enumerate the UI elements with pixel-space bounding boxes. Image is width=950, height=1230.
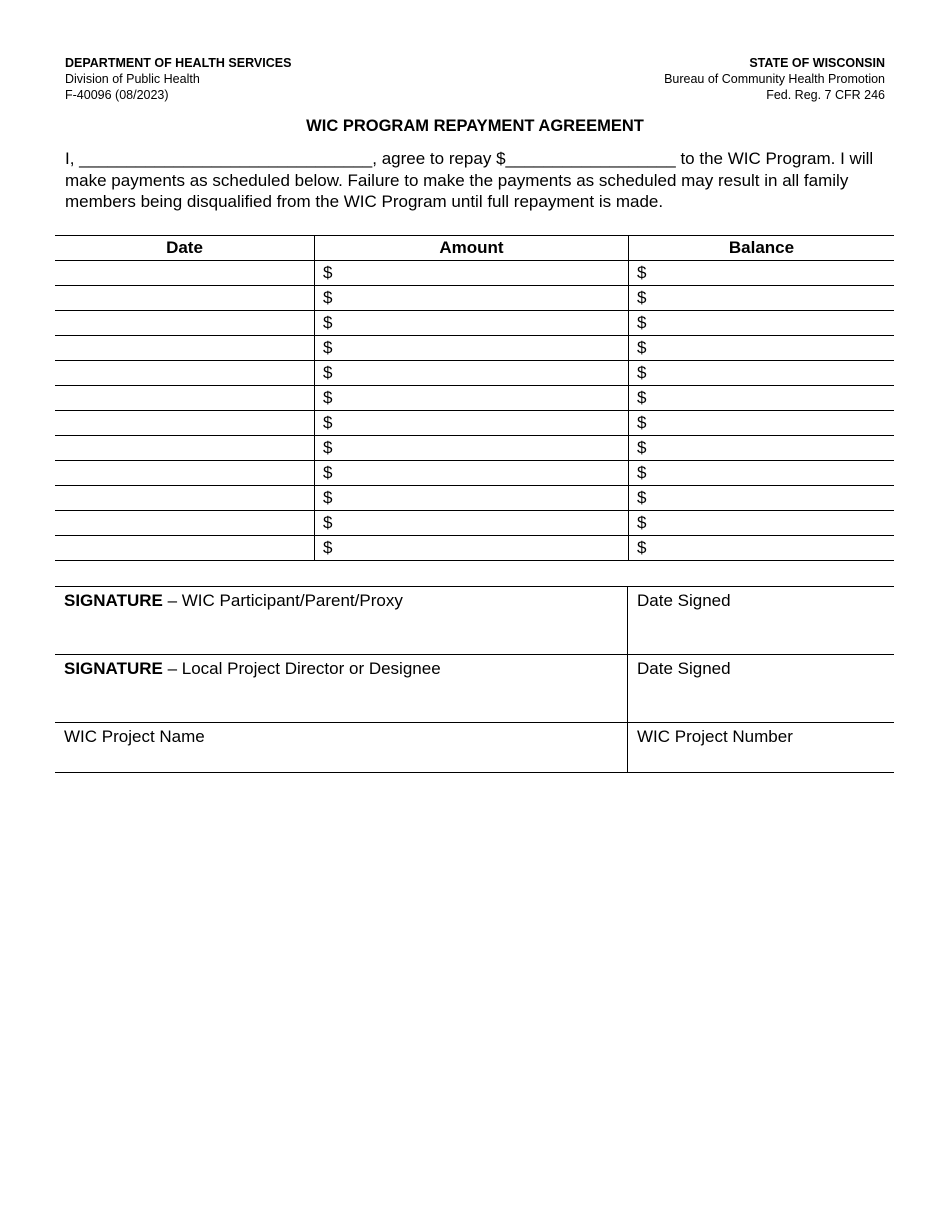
table-row [55, 536, 894, 561]
table-row [55, 511, 894, 536]
header-left [65, 55, 291, 103]
participant-signature-label: – WIC Participant/Parent/Proxy [162, 591, 403, 610]
table-row [55, 286, 894, 311]
director-signature-label: – Local Project Director or Designee [162, 659, 441, 678]
date-cell[interactable] [55, 436, 315, 461]
amount-cell[interactable]: $ [315, 386, 629, 411]
director-signature-field[interactable] [55, 655, 628, 723]
amount-column-header: Amount [315, 236, 629, 261]
balance-cell[interactable]: $ [629, 386, 895, 411]
table-row [55, 361, 894, 386]
date-cell[interactable] [55, 336, 315, 361]
date-cell[interactable] [55, 411, 315, 436]
date-signed-label: Date Signed [637, 591, 731, 610]
project-number-field[interactable] [628, 723, 895, 773]
project-name-label: WIC Project Name [64, 727, 205, 746]
intro-middle: , agree to repay $ [372, 149, 506, 168]
balance-cell[interactable]: $ [629, 336, 895, 361]
balance-cell[interactable]: $ [629, 261, 895, 286]
balance-cell[interactable]: $ [629, 286, 895, 311]
amount-cell[interactable]: $ [315, 536, 629, 561]
amount-cell[interactable]: $ [315, 511, 629, 536]
schedule-header-row [55, 236, 894, 261]
intro-suffix: to the WIC Program. I will make payments as scheduled below. Failure to make the payments as scheduled may result in all family members being disqualified from the WIC Program until full repayment is made. [65, 149, 874, 211]
signature-table [55, 586, 894, 773]
bureau-name: Bureau of Community Health Promotion [664, 72, 885, 86]
date-cell[interactable] [55, 386, 315, 411]
balance-cell[interactable]: $ [629, 361, 895, 386]
form-title: WIC PROGRAM REPAYMENT AGREEMENT [306, 117, 644, 135]
date-column-header: Date [55, 236, 315, 261]
table-row [55, 486, 894, 511]
amount-cell[interactable]: $ [315, 286, 629, 311]
amount-cell[interactable]: $ [315, 486, 629, 511]
participant-signature-field[interactable] [55, 587, 628, 655]
date-signed-label: Date Signed [637, 659, 731, 678]
signature-label-bold: SIGNATURE [64, 659, 163, 678]
project-number-label: WIC Project Number [637, 727, 793, 746]
balance-cell[interactable]: $ [629, 461, 895, 486]
amount-cell[interactable]: $ [315, 461, 629, 486]
amount-cell[interactable]: $ [315, 361, 629, 386]
state-name: STATE OF WISCONSIN [749, 56, 885, 70]
date-cell[interactable] [55, 261, 315, 286]
director-signature-row [55, 655, 894, 723]
date-cell[interactable] [55, 461, 315, 486]
table-row [55, 411, 894, 436]
table-row [55, 461, 894, 486]
date-cell[interactable] [55, 311, 315, 336]
regulation-ref: Fed. Reg. 7 CFR 246 [766, 88, 885, 102]
participant-signature-row [55, 587, 894, 655]
balance-cell[interactable]: $ [629, 486, 895, 511]
amount-cell[interactable]: $ [315, 436, 629, 461]
participant-date-signed-field[interactable] [628, 587, 895, 655]
table-row [55, 386, 894, 411]
agreement-statement [65, 148, 875, 213]
intro-prefix: I, [65, 149, 80, 168]
date-cell[interactable] [55, 286, 315, 311]
amount-cell[interactable]: $ [315, 411, 629, 436]
date-cell[interactable] [55, 536, 315, 561]
department-name: DEPARTMENT OF HEALTH SERVICES [65, 56, 292, 70]
project-name-field[interactable] [55, 723, 628, 773]
balance-column-header: Balance [629, 236, 895, 261]
balance-cell[interactable]: $ [629, 311, 895, 336]
balance-cell[interactable]: $ [629, 536, 895, 561]
amount-cell[interactable]: $ [315, 261, 629, 286]
balance-cell[interactable]: $ [629, 411, 895, 436]
balance-cell[interactable]: $ [629, 436, 895, 461]
signature-label-bold: SIGNATURE [64, 591, 163, 610]
date-cell[interactable] [55, 361, 315, 386]
balance-cell[interactable]: $ [629, 511, 895, 536]
payment-schedule-table [55, 235, 894, 561]
table-row [55, 311, 894, 336]
date-cell[interactable] [55, 486, 315, 511]
participant-name-field[interactable]: _______________________________ [79, 149, 373, 168]
division-name: Division of Public Health [65, 72, 200, 86]
project-info-row [55, 723, 894, 773]
director-date-signed-field[interactable] [628, 655, 895, 723]
table-row [55, 336, 894, 361]
table-row [55, 261, 894, 286]
repay-amount-field[interactable]: __________________ [505, 149, 676, 168]
form-number: F-40096 (08/2023) [65, 88, 169, 102]
date-cell[interactable] [55, 511, 315, 536]
amount-cell[interactable]: $ [315, 336, 629, 361]
amount-cell[interactable]: $ [315, 311, 629, 336]
table-row [55, 436, 894, 461]
header-right [664, 55, 885, 103]
